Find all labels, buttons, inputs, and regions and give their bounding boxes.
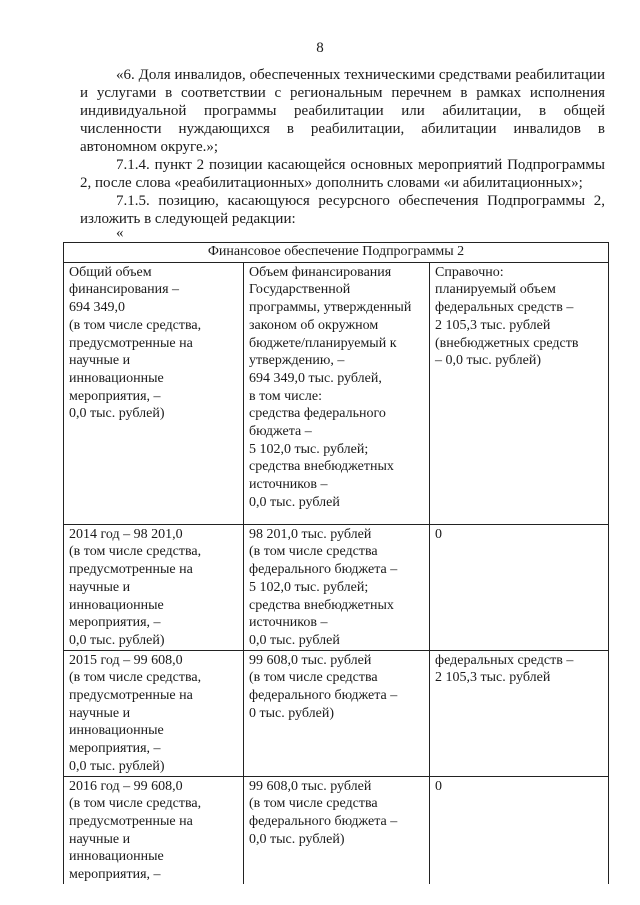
table-caption: Финансовое обеспечение Подпрограммы 2 xyxy=(64,243,609,263)
document-body xyxy=(80,66,605,228)
table-row xyxy=(64,776,609,884)
paragraph-7-1-5: 7.1.5. позицию, касающуюся ресурсного обеспечения Подпрограммы 2, изложить в следующей редакции: xyxy=(80,193,605,227)
table-cell-2014-col2: 98 201,0 тыс. рублей (в том числе средства федерального бюджета – 5 102,0 тыс. рублей; средства внебюджетных источников – 0,0 тыс. рублей xyxy=(244,524,430,650)
table-cell-2015-col1: 2015 год – 99 608,0 (в том числе средства, предусмотренные на научные и инновационные мероприятия, – 0,0 тыс. рублей) xyxy=(64,650,244,776)
table-cell-2016-col2: 99 608,0 тыс. рублей (в том числе средства федерального бюджета – 0,0 тыс. рублей) xyxy=(244,776,430,884)
paragraph-7-1-4: 7.1.4. пункт 2 позиции касающейся основных мероприятий Подпрограммы 2, после слова «реабилитационных» дополнить словами «и абилитационных»; xyxy=(80,157,605,191)
table-cell-total-col3: Справочно: планируемый объем федеральных средств – 2 105,3 тыс. рублей (внебюджетных средств – 0,0 тыс. рублей) xyxy=(430,262,609,524)
table-row xyxy=(64,650,609,776)
table-row xyxy=(64,524,609,650)
opening-quote: « xyxy=(116,225,124,241)
table-cell-2016-col1: 2016 год – 99 608,0 (в том числе средства, предусмотренные на научные и инновационные мероприятия, – xyxy=(64,776,244,884)
table-caption-row xyxy=(64,243,609,263)
page-number: 8 xyxy=(316,40,324,56)
table-row xyxy=(64,262,609,524)
table-cell-total-col2: Объем финансирования Государственной программы, утвержденный законом об окружном бюджете/планируемый к утверждению, – 694 349,0 тыс. рублей, в том числе: средства федерального бюджета – 5 102,0 тыс. рублей; средства внебюджетных источников – 0,0 тыс. рублей xyxy=(244,262,430,524)
table-cell-2016-col3: 0 xyxy=(430,776,609,884)
table-cell-total-col1: Общий объем финансирования – 694 349,0 (в том числе средства, предусмотренные на научные и инновационные мероприятия, – 0,0 тыс. рублей) xyxy=(64,262,244,524)
paragraph-indicator-6: «6. Доля инвалидов, обеспеченных техническими средствами реабилитации и услугами в соответствии с региональным перечнем в рамках исполнения индивидуальной программы реабилитации или абилитации, в общей численности нуждающихся в реабилитации, абилитации инвалидов в автономном округе.»; xyxy=(80,67,605,155)
table-cell-2014-col1: 2014 год – 98 201,0 (в том числе средства, предусмотренные на научные и инновационные мероприятия, – 0,0 тыс. рублей) xyxy=(64,524,244,650)
table-cell-2015-col2: 99 608,0 тыс. рублей (в том числе средства федерального бюджета – 0 тыс. рублей) xyxy=(244,650,430,776)
table-cell-2014-col3: 0 xyxy=(430,524,609,650)
financing-table xyxy=(63,242,609,884)
table-cell-2015-col3: федеральных средств – 2 105,3 тыс. рублей xyxy=(430,650,609,776)
